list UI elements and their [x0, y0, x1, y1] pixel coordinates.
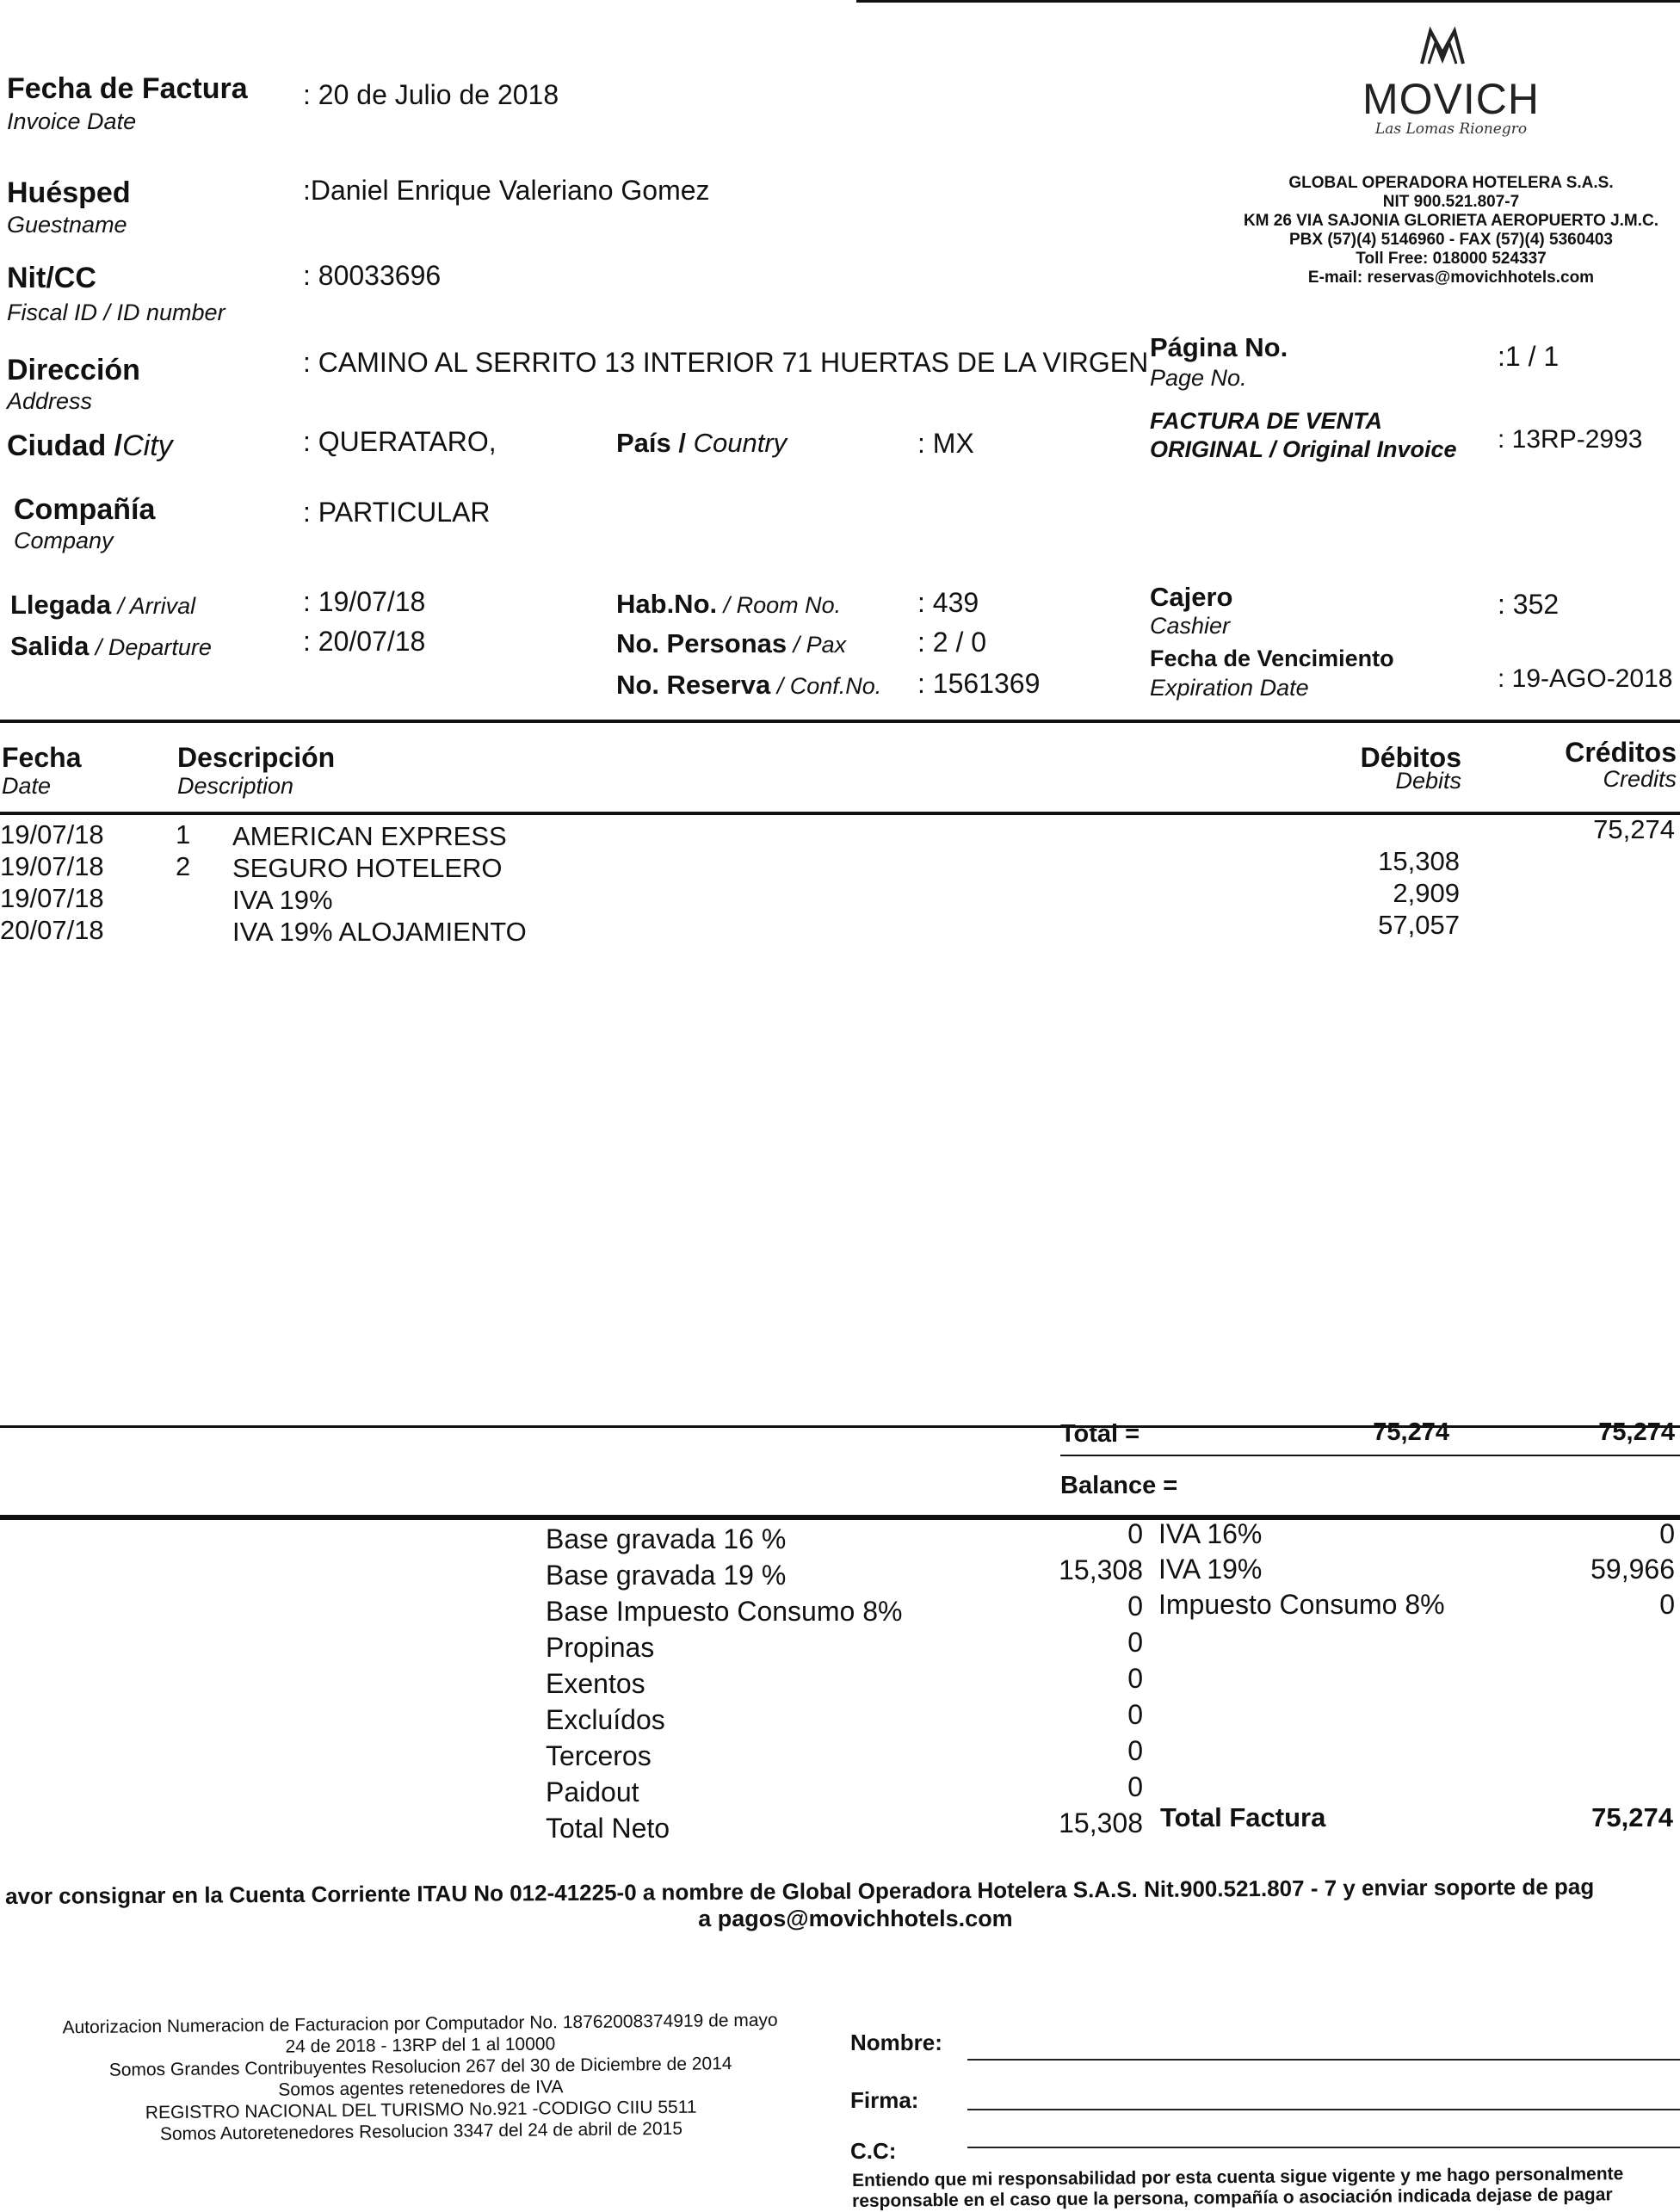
- col-date-header: Fecha: [2, 742, 82, 773]
- tax-label: Paidout: [546, 1776, 639, 1807]
- expiration-sub: Expiration Date: [1150, 675, 1309, 701]
- country-label-italic: Country: [693, 428, 788, 458]
- tax-value: 0: [1127, 1518, 1143, 1549]
- col-debits-header: Débitos: [1360, 742, 1461, 773]
- movich-logo-mark: [1418, 26, 1467, 65]
- departure-label-text: Salida: [10, 631, 90, 661]
- tax-value: 0: [1127, 1699, 1143, 1730]
- invoice-type-sub: ORIGINAL / Original Invoice: [1150, 436, 1457, 462]
- row-date: 19/07/18: [0, 851, 104, 881]
- total-underline: [1060, 1455, 1680, 1456]
- arrival-label: [10, 590, 195, 621]
- row-desc: SEGURO HOTELERO: [232, 853, 503, 883]
- tax-value: 0: [1127, 1735, 1143, 1766]
- movich-logo-text: MOVICH: [1362, 75, 1540, 123]
- tax-value: 0: [1127, 1627, 1143, 1658]
- company-line-1: GLOBAL OPERADORA HOTELERA S.A.S.: [1288, 174, 1614, 192]
- invoice-type-label: FACTURA DE VENTA: [1150, 408, 1382, 434]
- row-credit: 75,274: [1593, 814, 1675, 844]
- company-label: Compañía: [14, 493, 156, 526]
- name-label: Nombre:: [850, 2030, 942, 2055]
- tax-left-column: [546, 1518, 1148, 1849]
- address-value: : CAMINO AL SERRITO 13 INTERIOR 71 HUERTAS DE LA VIRGEN: [303, 347, 1149, 378]
- col-desc-header: Descripción: [177, 742, 336, 773]
- pax-label: [616, 628, 846, 659]
- pax-value: : 2 / 0: [917, 627, 987, 658]
- tax-label: Propinas: [546, 1632, 655, 1663]
- country-label: [616, 428, 787, 459]
- col-date-sub: Date: [2, 773, 52, 799]
- movich-logo-script: Las Lomas Rionegro: [1374, 120, 1528, 138]
- address-sub: Address: [7, 388, 93, 414]
- arrival-label-italic: / Arrival: [111, 593, 196, 619]
- arrival-value: : 19/07/18: [303, 586, 426, 617]
- table-top-rule: [0, 720, 1680, 723]
- table-row: [0, 910, 1680, 947]
- row-desc: IVA 19%: [232, 885, 333, 915]
- city-value: : QUERATARO,: [303, 426, 497, 457]
- company-line-3: KM 26 VIA SAJONIA GLORIETA AEROPUERTO J.M.C.: [1243, 212, 1659, 230]
- tax-label: Total Neto: [546, 1813, 670, 1844]
- departure-value: : 20/07/18: [303, 626, 426, 657]
- tax-row: [1158, 1589, 1675, 1624]
- tax-label: IVA 19%: [1158, 1554, 1263, 1585]
- tax-label: Base Impuesto Consumo 8%: [546, 1596, 903, 1627]
- departure-label: [10, 631, 212, 662]
- guest-value: :Daniel Enrique Valeriano Gomez: [303, 175, 710, 206]
- row-debit: 57,057: [1378, 910, 1460, 940]
- total-label: Total =: [1060, 1420, 1140, 1448]
- tax-value: 15,308: [1059, 1554, 1143, 1585]
- address-label: Dirección: [7, 354, 140, 386]
- page-value: :1 / 1: [1498, 341, 1560, 372]
- room-value: : 439: [917, 587, 979, 618]
- legal-line-6: Somos Autoretenedores Resolucion 3347 del 24 de abril de 2015: [159, 2118, 683, 2145]
- legal-line-1: Autorizacion Numeracion de Facturacion por Computador No. 18762008374919 de mayo: [62, 2010, 778, 2038]
- tax-row: [1158, 1518, 1675, 1554]
- pax-label-text: No. Personas: [616, 628, 788, 658]
- tax-value: 0: [1659, 1589, 1675, 1620]
- page-sub: Page No.: [1150, 365, 1247, 391]
- page-label: Página No.: [1150, 332, 1288, 362]
- arrival-label-text: Llegada: [10, 590, 112, 620]
- cc-label: C.C:: [850, 2138, 897, 2164]
- conf-label-text: No. Reserva: [616, 670, 771, 700]
- invoice-date-label: Fecha de Factura: [7, 72, 248, 105]
- expiration-label: Fecha de Vencimiento: [1150, 646, 1394, 671]
- sign-signature-line[interactable]: [967, 2109, 1680, 2110]
- table-header-rule: [0, 812, 1680, 815]
- payment-note-line1: avor consignar en la Cuenta Corriente ITAU No 012-41225-0 a nombre de Global Operadora Hotelera S.A.S. Nit.900.521.807 - 7 y enviar soporte de pag: [5, 1873, 1595, 1909]
- company-info-block: [1222, 174, 1680, 287]
- nit-value: : 80033696: [303, 260, 442, 291]
- row-debit: 2,909: [1393, 878, 1460, 908]
- tax-value: 0: [1659, 1518, 1675, 1549]
- legal-line-5: REGISTRO NACIONAL DEL TURISMO No.921 -CODIGO CIIU 5511: [145, 2097, 697, 2123]
- tax-value: 59,966: [1590, 1554, 1675, 1585]
- col-debits-sub: Debits: [1395, 768, 1461, 794]
- city-label-text: Ciudad /: [7, 429, 123, 462]
- tax-label: Impuesto Consumo 8%: [1158, 1589, 1445, 1620]
- guest-sub: Guestname: [7, 212, 127, 238]
- room-label-italic: / Room No.: [717, 592, 842, 618]
- payment-note-email: a pagos@movichhotels.com: [698, 1906, 1013, 1931]
- payment-note-line2: [0, 1906, 1680, 1932]
- company-line-4: PBX (57)(4) 5146960 - FAX (57)(4) 5360403: [1289, 231, 1613, 249]
- legal-line-2: 24 de 2018 - 13RP del 1 al 10000: [285, 2034, 556, 2057]
- country-label-text: País /: [616, 428, 694, 458]
- total-debit: 75,274: [1373, 1418, 1449, 1446]
- tax-label: IVA 16%: [1158, 1518, 1263, 1549]
- nit-label: Nit/CC: [7, 262, 96, 294]
- country-value: : MX: [917, 428, 974, 459]
- top-edge-line: [856, 0, 1680, 3]
- total-factura-label: Total Factura: [1160, 1802, 1326, 1832]
- row-date: 19/07/18: [0, 819, 104, 850]
- sign-label: Firma:: [850, 2087, 919, 2113]
- tax-value: 15,308: [1059, 1807, 1143, 1838]
- conf-label: [616, 670, 881, 701]
- total-factura-value: 75,274: [1591, 1802, 1673, 1832]
- col-credits-sub: Credits: [1603, 766, 1677, 792]
- tax-row: [1158, 1554, 1675, 1589]
- tax-value: 0: [1127, 1591, 1143, 1622]
- disclaimer-line1: Entiendo que mi responsabilidad por esta cuenta sigue vigente y me hago personalmente: [852, 2164, 1624, 2190]
- tax-label: Excluídos: [546, 1704, 665, 1735]
- row-num: 1: [176, 819, 191, 850]
- departure-label-italic: / Departure: [89, 634, 212, 660]
- row-date: 19/07/18: [0, 883, 104, 913]
- row-desc: AMERICAN EXPRESS: [232, 821, 507, 851]
- name-signature-line[interactable]: [967, 2059, 1680, 2061]
- invoice-date-value: : 20 de Julio de 2018: [303, 79, 559, 110]
- pax-label-italic: / Pax: [787, 632, 847, 658]
- guest-label: Huésped: [7, 176, 131, 209]
- company-sub: Company: [14, 528, 114, 553]
- cashier-value: : 352: [1498, 589, 1560, 620]
- cc-signature-line[interactable]: [967, 2147, 1680, 2148]
- disclaimer-line2: responsable en el caso que la persona, compañía o asociación indicada dejase de pagar: [852, 2184, 1613, 2211]
- company-line-2: NIT 900.521.807-7: [1382, 193, 1520, 211]
- expiration-value: : 19-AGO-2018: [1498, 664, 1673, 693]
- tax-value: 0: [1127, 1663, 1143, 1694]
- col-desc-sub: Description: [177, 773, 294, 799]
- tax-label: Base gravada 19 %: [546, 1560, 787, 1591]
- company-line-5: Toll Free: 018000 524337: [1356, 250, 1547, 268]
- city-label: [7, 429, 173, 463]
- company-value: : PARTICULAR: [303, 497, 491, 528]
- legal-line-4: Somos agentes retenedores de IVA: [278, 2077, 564, 2100]
- legal-line-3: Somos Grandes Contribuyentes Resolucion 267 del 30 de Diciembre de 2014: [108, 2054, 732, 2080]
- city-label-italic: City: [122, 429, 173, 462]
- tax-value: 0: [1127, 1771, 1143, 1802]
- legal-block: [7, 2009, 835, 2147]
- tax-label: Base gravada 16 %: [546, 1523, 787, 1554]
- balance-label: Balance =: [1060, 1472, 1178, 1499]
- tax-label: Terceros: [546, 1740, 652, 1771]
- tax-row: [546, 1807, 1148, 1849]
- nit-sub: Fiscal ID / ID number: [7, 300, 225, 325]
- cashier-sub: Cashier: [1150, 613, 1231, 639]
- conf-label-italic: / Conf.No.: [770, 673, 882, 699]
- table-body: [0, 814, 1680, 947]
- row-date: 20/07/18: [0, 915, 104, 945]
- cashier-label: Cajero: [1150, 582, 1233, 612]
- invoice-date-sub: Invoice Date: [7, 108, 137, 134]
- row-num: 2: [176, 851, 191, 881]
- room-label-text: Hab.No.: [616, 589, 718, 619]
- tax-right-column: [1158, 1518, 1675, 1624]
- tax-label: Exentos: [546, 1668, 645, 1699]
- conf-value: : 1561369: [917, 668, 1041, 699]
- total-credit: 75,274: [1598, 1418, 1675, 1446]
- row-desc: IVA 19% ALOJAMIENTO: [232, 917, 527, 947]
- invoice-number-value: : 13RP-2993: [1498, 425, 1643, 454]
- company-line-6: E-mail: reservas@movichhotels.com: [1307, 269, 1595, 287]
- room-label: [616, 589, 841, 620]
- col-credits-header: Créditos: [1565, 737, 1677, 768]
- row-debit: 15,308: [1378, 846, 1460, 876]
